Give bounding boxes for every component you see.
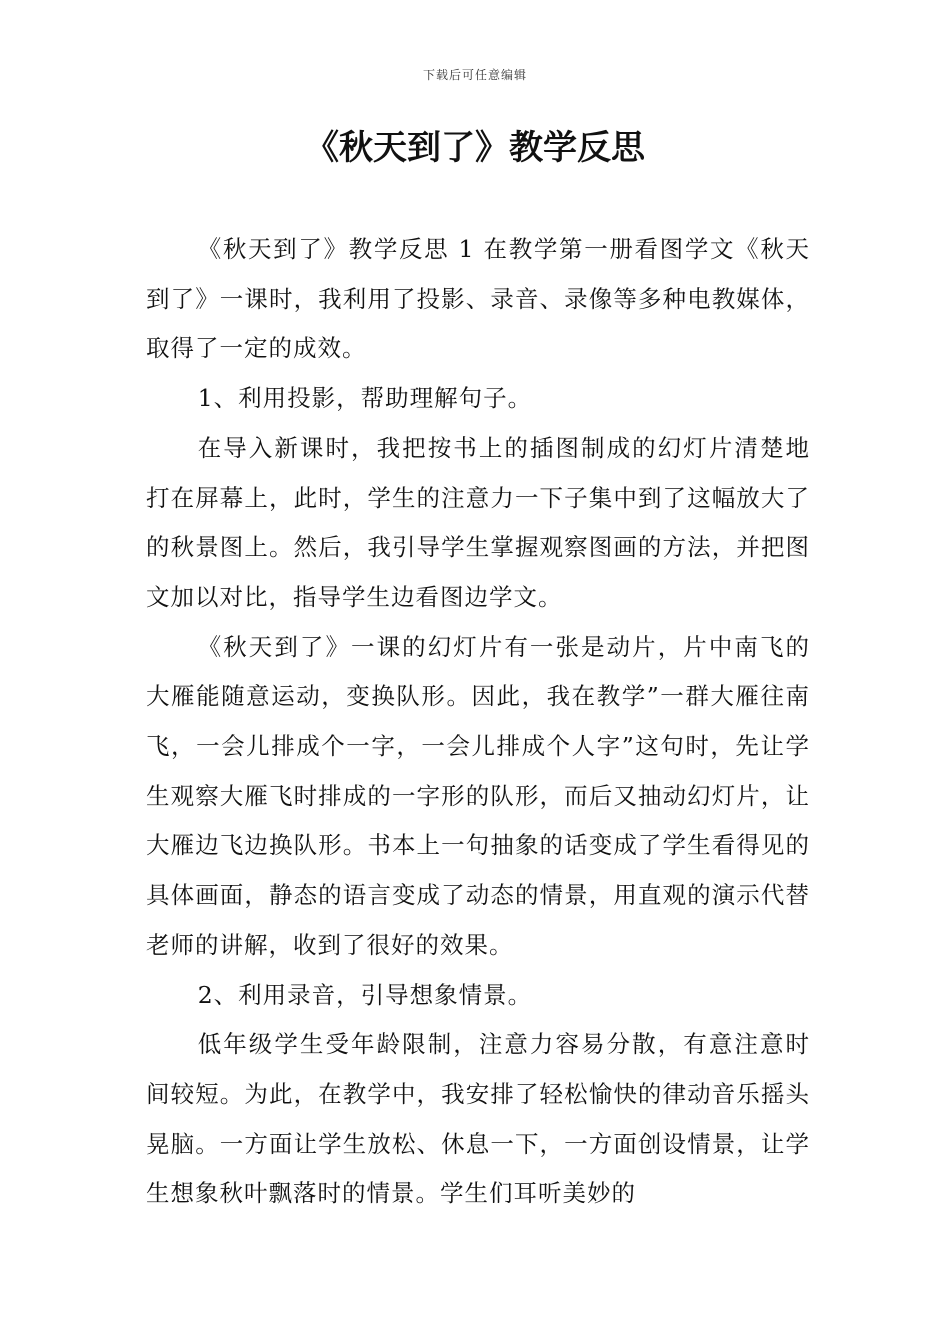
paragraph-heading-1: 1、利用投影，帮助理解句子。 [197, 384, 533, 413]
paragraph-intro: 《秋天到了》教学反思 1 在教学第一册看图学文《秋天到了》一课时，我利用了投影、录音、录像等多种电教媒体，取得了一定的成效。 [146, 235, 810, 363]
paragraph-heading-2: 2、利用录音，引导想象情景。 [197, 980, 533, 1009]
paragraph-recording: 低年级学生受年龄限制，注意力容易分散，有意注意时间较短。为此，在教学中，我安排了轻松愉快的律动音乐摇头晃脑。一方面让学生放松、休息一下，一方面创设情景，让学生想象秋叶飘落时的情景。学生们耳听美妙的 [146, 1030, 810, 1208]
document-title: 《秋天到了》教学反思 [305, 128, 645, 168]
page-header-note: 下载后可任意编辑 [422, 68, 527, 82]
document-body [146, 225, 810, 1219]
paragraph-projection-slide: 《秋天到了》一课的幻灯片有一张是动片，片中南飞的大雁能随意运动，变换队形。因此，我在教学”一群大雁往南飞，一会儿排成个一字，一会儿排成个人字”这句时，先让学生观察大雁飞时排成的一字形的队形，而后又抽动幻灯片，让大雁边飞边换队形。书本上一句抽象的话变成了学生看得见的具体画面，静态的语言变成了动态的情景，用直观的演示代替老师的讲解，收到了很好的效果。 [146, 632, 810, 959]
paragraph-projection-intro: 在导入新课时，我把按书上的插图制成的幻灯片清楚地打在屏幕上，此时，学生的注意力一下子集中到了这幅放大了的秋景图上。然后，我引导学生掌握观察图画的方法，并把图文加以对比，指导学生边看图边学文。 [146, 433, 810, 611]
